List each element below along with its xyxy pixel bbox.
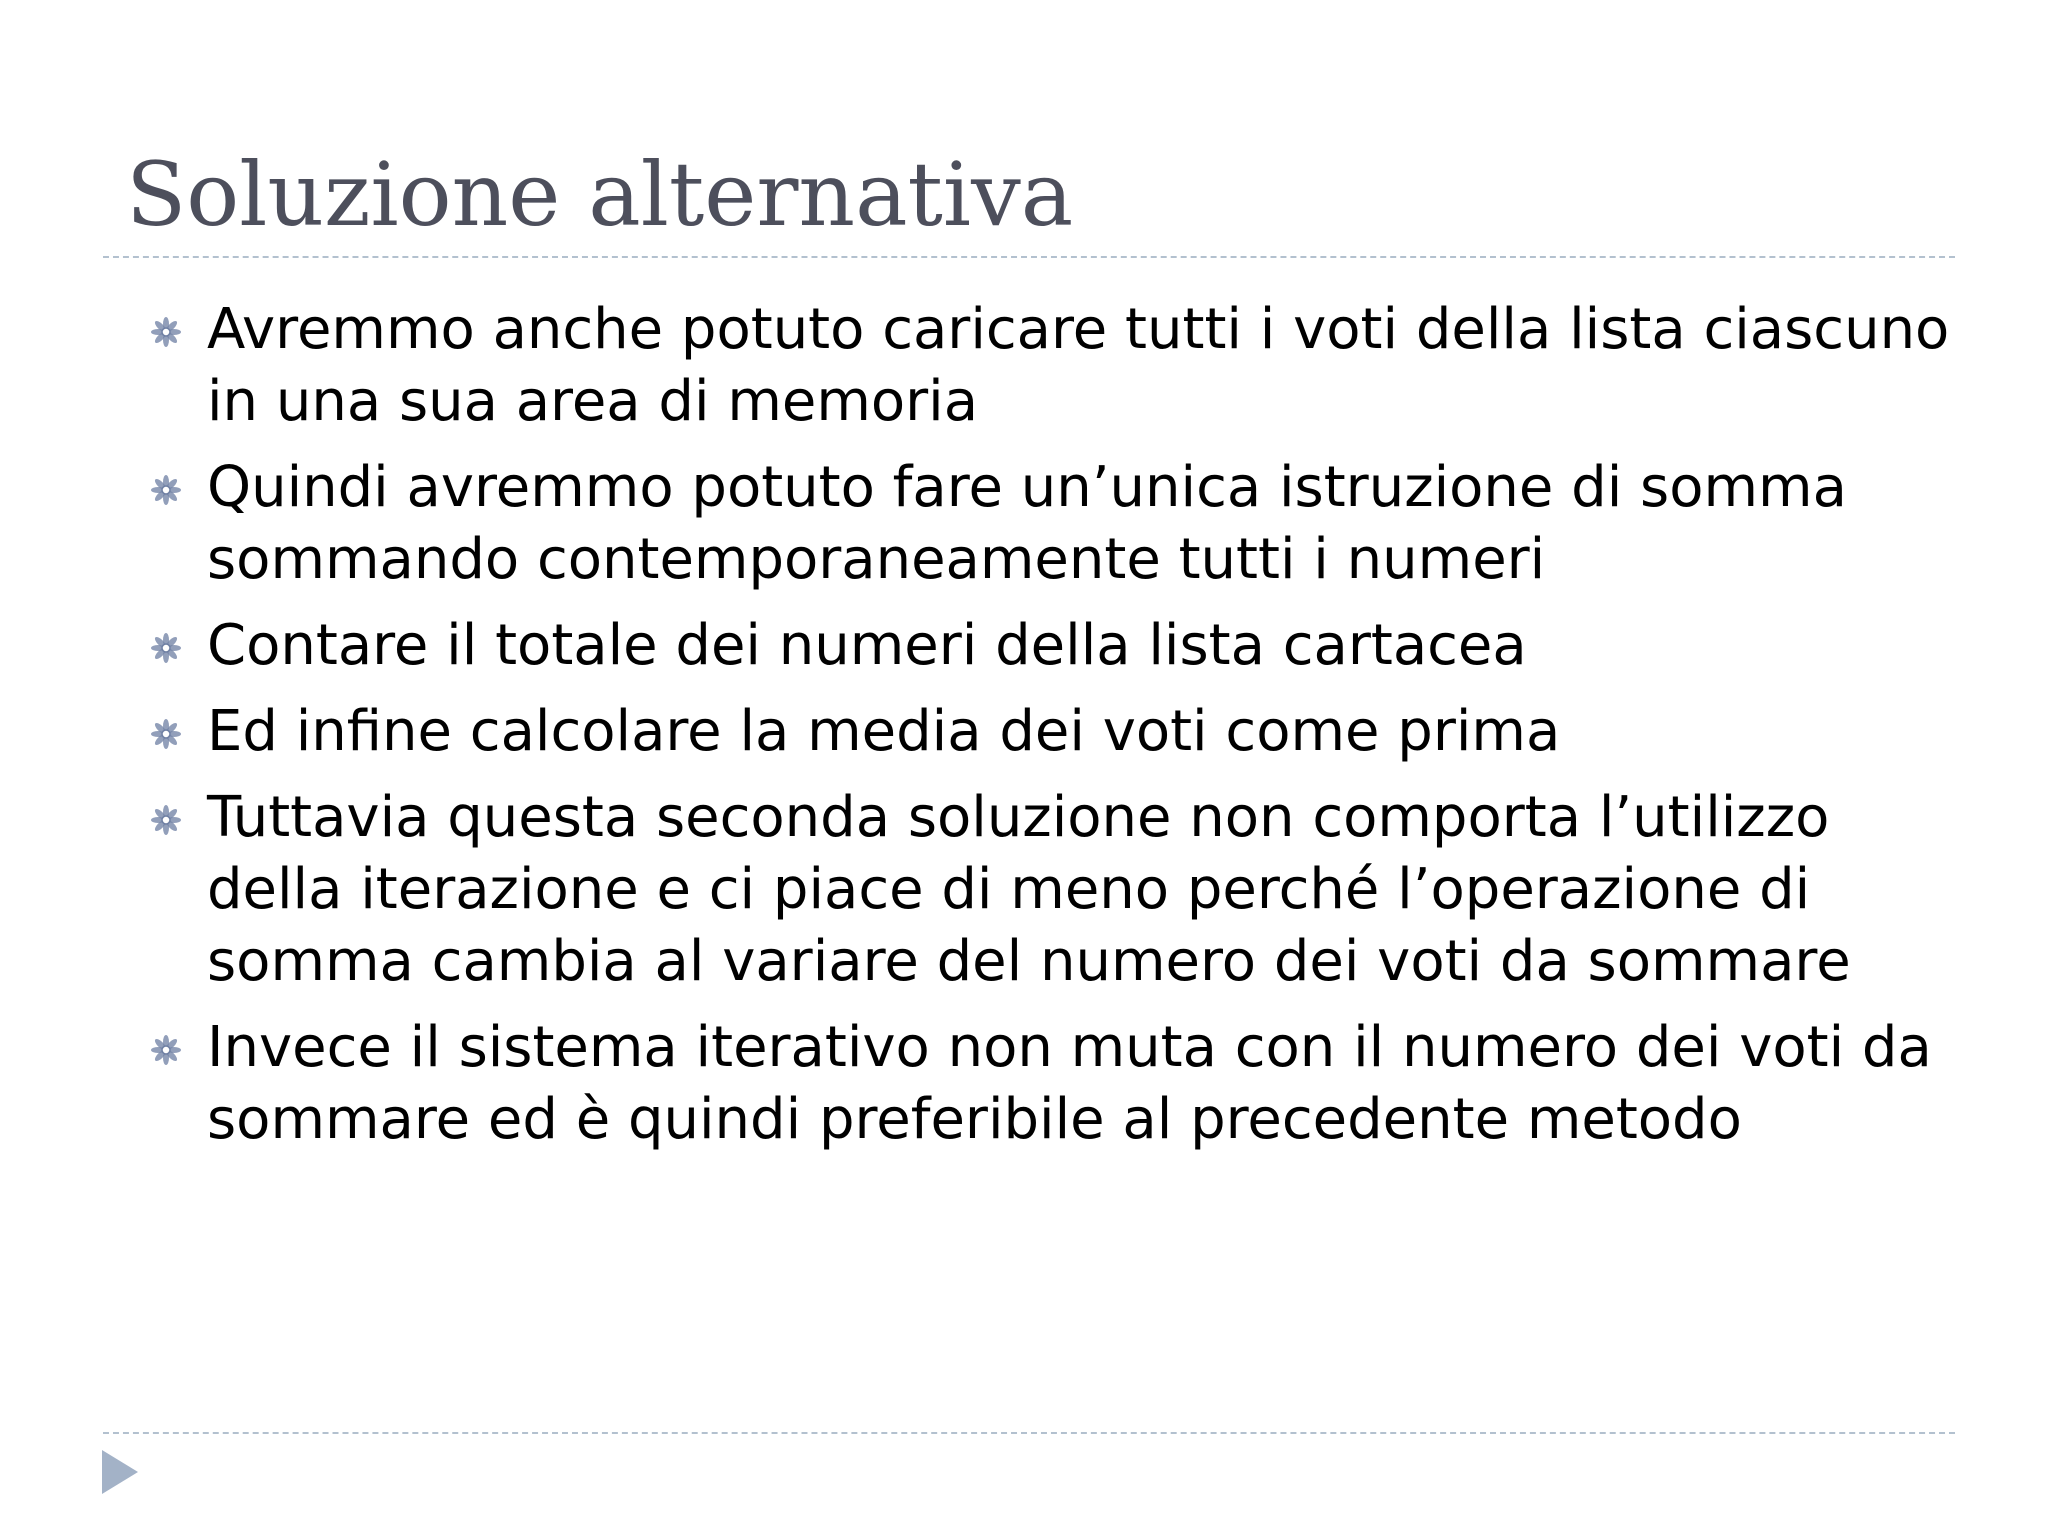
flower-bullet-icon xyxy=(150,804,182,836)
flower-bullet-icon xyxy=(150,474,182,506)
bullet-item xyxy=(150,610,1980,682)
slide-title: Soluzione alternativa xyxy=(126,143,1074,246)
flower-bullet-icon xyxy=(150,316,182,348)
title-divider xyxy=(103,256,1955,258)
bullet-text: Avremmo anche potuto caricare tutti i voti della lista ciascuno in una sua area di memoria xyxy=(207,297,1950,434)
bullet-item xyxy=(150,696,1980,768)
bullet-text: Contare il totale dei numeri della lista cartacea xyxy=(207,613,1527,678)
bullet-item xyxy=(150,294,1980,438)
bullet-text: Ed infine calcolare la media dei voti come prima xyxy=(207,699,1561,764)
flower-bullet-icon xyxy=(150,1034,182,1066)
bullet-text: Invece il sistema iterativo non muta con il numero dei voti da sommare ed è quindi preferibile al precedente metodo xyxy=(207,1015,1932,1152)
footer-divider xyxy=(103,1432,1955,1434)
flower-bullet-icon xyxy=(150,718,182,750)
bullet-item xyxy=(150,1012,1980,1156)
next-slide-arrow-icon[interactable] xyxy=(102,1450,138,1494)
bullet-text: Tuttavia questa seconda soluzione non comporta l’utilizzo della iterazione e ci piace di meno perché l’operazione di somma cambia al variare del numero dei voti da sommare xyxy=(207,785,1851,994)
bullet-item xyxy=(150,782,1980,998)
bullet-list xyxy=(150,294,1980,1170)
bullet-text: Quindi avremmo potuto fare un’unica istruzione di somma sommando contemporaneamente tutti i numeri xyxy=(207,455,1847,592)
bullet-item xyxy=(150,452,1980,596)
flower-bullet-icon xyxy=(150,632,182,664)
